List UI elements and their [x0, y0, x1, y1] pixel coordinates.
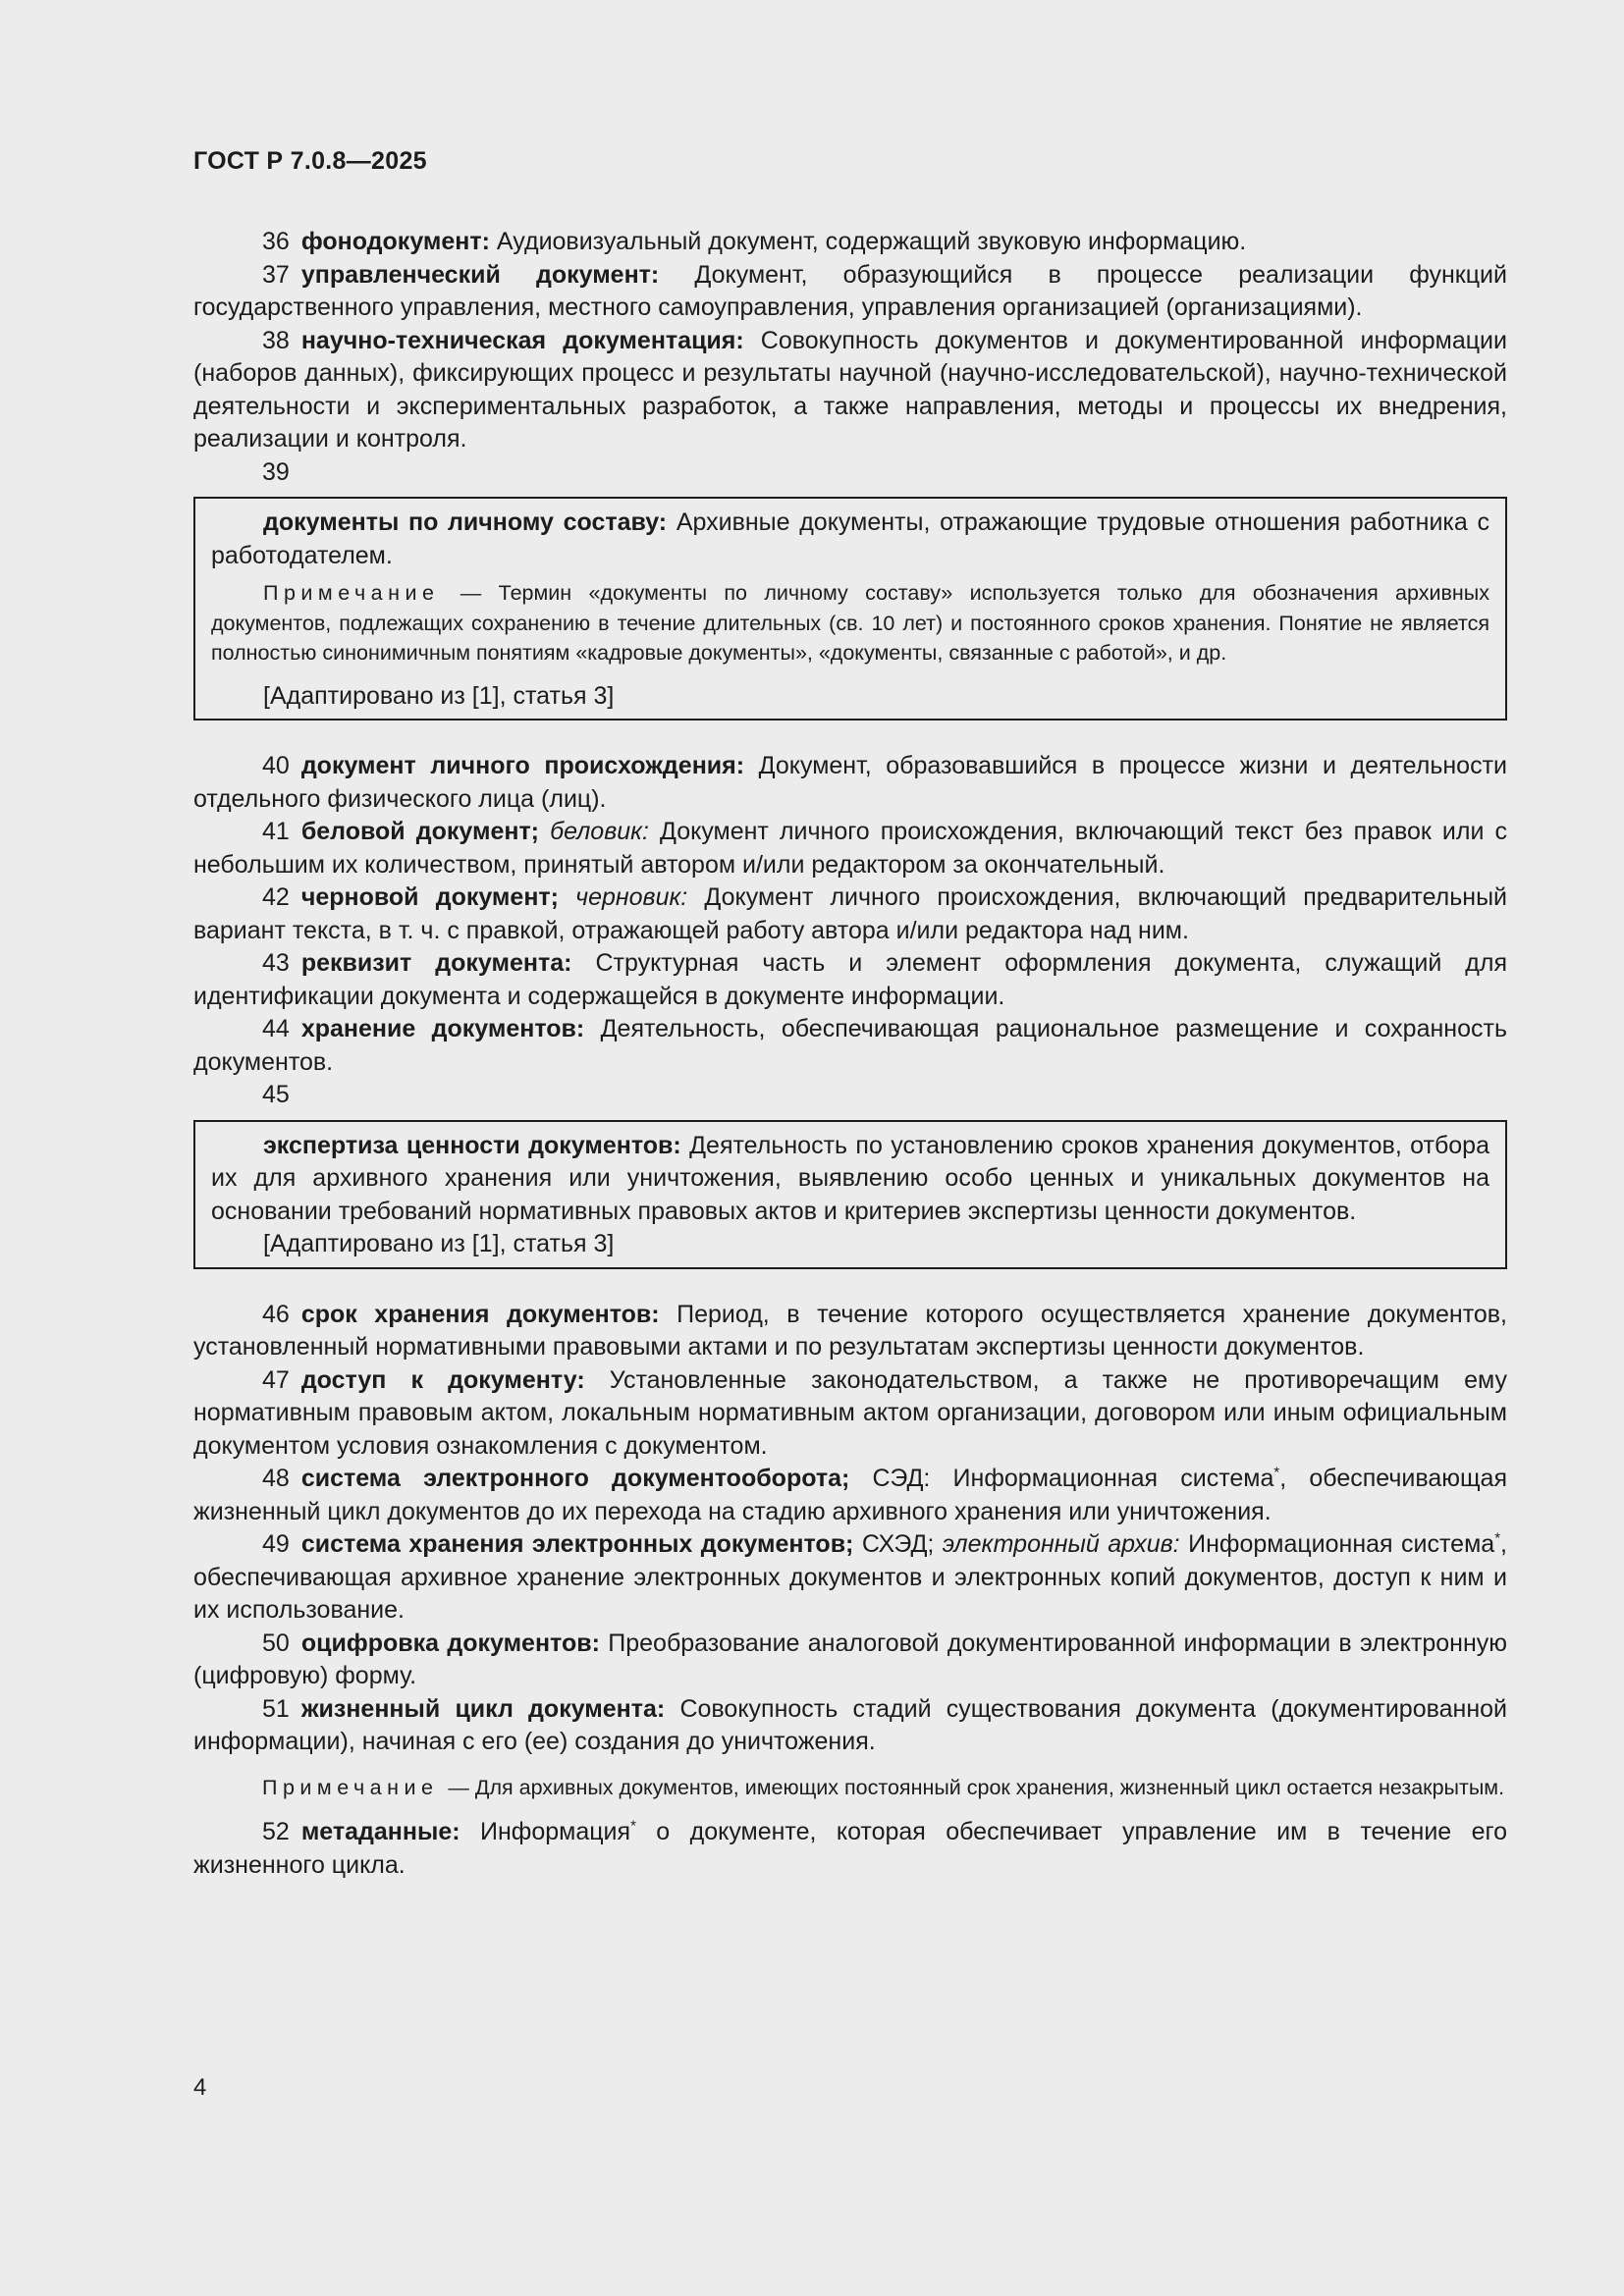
- term-definition: Архивные документы, отражающие трудовые отношения работника с работодателем.: [211, 508, 1489, 569]
- term-52: 52 метаданные: Информация* о документе, которая обеспечивает управление им в течение его жизненного цикла.: [193, 1817, 1507, 1879]
- term-name: система электронного документооборота;: [300, 1465, 850, 1492]
- term-definition: Установленные законодательством, а также не противоречащим ему нормативным правовым актом, локальным нормативным актом организации, договором или иным официальным документом условия ознакомления с документом.: [193, 1365, 1507, 1460]
- term-51-note: [193, 1773, 1507, 1803]
- document-body: [193, 226, 1507, 1882]
- term-synonym: черновик:: [559, 883, 688, 911]
- term-name: беловой документ;: [300, 818, 540, 845]
- term-name: фонодокумент:: [300, 228, 490, 255]
- term-definition: Деятельность, обеспечивающая рациональное размещение и сохранность документов.: [193, 1015, 1507, 1076]
- term-definition: Документ, образующийся в процессе реализации функций государственного управления, местного самоуправления, управления организацией (организациями).: [193, 260, 1507, 321]
- note-text: — Термин «документы по личному составу» используется только для обозначения архивных документов, подлежащих сохранению в течение длительных (св. 10 лет) и постоянного сроков хранения. Понятие не является полностью синонимичным понятиям «кадровые документы», «документы, связанные с работой», и др.: [211, 581, 1489, 665]
- term-synonym: электронный архив:: [942, 1530, 1180, 1558]
- term-48: 48 система электронного документооборота; СЭД: Информационная система*, обеспечивающая жизненный цикл документов до их перехода на стадию архивного хранения или уничтожения.: [193, 1464, 1507, 1525]
- term-definition: , обеспечивающая архивное хранение электронных документов и электронных копий документов, доступ к ним и их использование.: [193, 1530, 1507, 1624]
- term-name: система хранения электронных документов;: [300, 1530, 854, 1558]
- term-name: жизненный цикл документа:: [300, 1694, 666, 1723]
- term-name: реквизит документа:: [300, 949, 572, 977]
- page-number: 4: [193, 2074, 207, 2101]
- term-name: метаданные:: [300, 1818, 460, 1845]
- term-name: доступ к документу:: [300, 1365, 585, 1394]
- term-38: 38 научно-техническая документация: Совокупность документов и документированной информации (наборов данных), фиксирующих процесс и результаты научной (научно-исследовательской), научно-технической деятельности и экспериментальных разработок, а также направления, методы и процессы их внедрения, реализации и контроля.: [193, 326, 1507, 453]
- term-39-number: 39: [262, 457, 290, 486]
- term-definition: , обеспечивающая жизненный цикл документов до их перехода на стадию архивного хранения или уничтожения.: [193, 1465, 1507, 1525]
- term-47: 47 доступ к документу: Установленные законодательством, а также не противоречащим ему нормативным правовым актом, локальным нормативным актом организации, договором или иным официальным документом условия ознакомления с документом.: [193, 1365, 1507, 1460]
- term-39: [211, 507, 1489, 572]
- term-definition: Совокупность стадий существования документа (документированной информации), начиная с его (ее) создания до уничтожения.: [193, 1694, 1508, 1755]
- term-definition: Совокупность документов и документированной информации (наборов данных), фиксирующих процесс и результаты научной (научно-исследовательской), научно-технической деятельности и экспериментальных разработок, а также направления, методы и процессы их внедрения, реализации и контроля.: [193, 326, 1507, 453]
- term-45-box: [193, 1120, 1507, 1269]
- term-39-box: [193, 497, 1507, 721]
- footnote-mark: *: [1494, 1529, 1501, 1547]
- term-synonym: беловик:: [539, 818, 649, 845]
- term-name: оцифровка документов:: [300, 1629, 600, 1657]
- term-name: экспертиза ценности документов:: [263, 1131, 681, 1159]
- term-50: 50 оцифровка документов: Преобразование аналоговой документированной информации в электронную (цифровую) форму.: [193, 1629, 1507, 1689]
- term-39-source: [Адаптировано из [1], статья 3]: [263, 681, 615, 710]
- footnote-mark: *: [630, 1817, 636, 1835]
- term-51: 51 жизненный цикл документа: Совокупность стадий существования документа (документированной информации), начиная с его (ее) создания до уничтожения.: [193, 1694, 1508, 1755]
- term-definition-start: Информация: [460, 1818, 631, 1845]
- term-45-source: [Адаптировано из [1], статья 3]: [263, 1230, 615, 1257]
- term-definition: Документ личного происхождения, включающий текст без правок или с небольшим их количеством, принятый автором и/или редактором за окончательный.: [193, 818, 1507, 879]
- term-name: черновой документ;: [300, 883, 559, 911]
- term-name: документы по личному составу:: [263, 508, 668, 536]
- term-name: управленческий документ:: [300, 260, 660, 289]
- term-name: документ личного происхождения:: [300, 752, 745, 779]
- term-definition: Структурная часть и элемент оформления документа, служащий для идентификации документа и содержащейся в документе информации.: [193, 949, 1508, 1010]
- document-header: ГОСТ Р 7.0.8—2025: [193, 147, 427, 175]
- term-definition: Документ, образовавшийся в процессе жизни и деятельности отдельного физического лица (лиц).: [193, 752, 1507, 813]
- term-37: 37 управленческий документ: Документ, образующийся в процессе реализации функций государственного управления, местного самоуправления, управления организацией (организациями).: [193, 260, 1507, 321]
- note-label: Примечание: [263, 581, 440, 605]
- term-abbreviation: СЭД: Информационная система: [849, 1465, 1274, 1492]
- term-43: 43 реквизит документа: Структурная часть и элемент оформления документа, служащий для идентификации документа и содержащейся в документе информации.: [193, 949, 1508, 1010]
- term-39-note: [211, 578, 1489, 668]
- term-40: 40 документ личного происхождения: Документ, образовавшийся в процессе жизни и деятельности отдельного физического лица (лиц).: [193, 752, 1507, 813]
- term-definition: о документе, которая обеспечивает управление им в течение его жизненного цикла.: [193, 1818, 1507, 1879]
- term-definition: Деятельность по установлению сроков хранения документов, отбора их для архивного хранения или уничтожения, выявлению особо ценных и уникальных документов на основании требований нормативных правовых актов и критериев экспертизы ценности документов.: [211, 1131, 1489, 1225]
- term-definition: Преобразование аналоговой документированной информации в электронную (цифровую) форму.: [193, 1629, 1507, 1689]
- term-45: [211, 1130, 1489, 1229]
- term-abbreviation: СХЭД;: [853, 1530, 943, 1558]
- term-definition: Аудиовизуальный документ, содержащий звуковую информацию.: [489, 228, 1247, 255]
- term-name: срок хранения документов:: [300, 1300, 660, 1328]
- term-49: 49 система хранения электронных документов; СХЭД; электронный архив: Информационная система*, обеспечивающая архивное хранение электронных документов и электронных копий документов, доступ к ним и их использование.: [193, 1529, 1507, 1624]
- term-definition-start: Информационная система: [1179, 1530, 1495, 1558]
- footnote-mark: *: [1273, 1464, 1280, 1481]
- term-41: 41 беловой документ; беловик: Документ личного происхождения, включающий текст без правок или с небольшим их количеством, принятый автором и/или редактором за окончательный.: [193, 818, 1507, 879]
- term-name: хранение документов:: [300, 1015, 585, 1042]
- term-definition: Период, в течение которого осуществляется хранение документов, установленный нормативными правовыми актами и по результатам экспертизы ценности документов.: [193, 1300, 1507, 1361]
- term-definition: Документ личного происхождения, включающий предварительный вариант текста, в т. ч. с правкой, отражающей работу автора и/или редактора над ним.: [193, 883, 1507, 944]
- note-text: — Для архивных документов, имеющих постоянный срок хранения, жизненный цикл остается незакрытым.: [442, 1775, 1505, 1799]
- term-36: 36 фонодокумент: Аудиовизуальный документ, содержащий звуковую информацию.: [262, 228, 1247, 255]
- term-45-number: 45: [262, 1081, 290, 1108]
- term-name: научно-техническая документация:: [300, 326, 744, 354]
- term-42: 42 черновой документ; черновик: Документ личного происхождения, включающий предварительный вариант текста, в т. ч. с правкой, отражающей работу автора и/или редактора над ним.: [193, 883, 1507, 944]
- term-46: 46 срок хранения документов: Период, в течение которого осуществляется хранение документов, установленный нормативными правовыми актами и по результатам экспертизы ценности документов.: [193, 1300, 1507, 1361]
- note-label: Примечание: [262, 1775, 439, 1799]
- term-44: 44 хранение документов: Деятельность, обеспечивающая рациональное размещение и сохранность документов.: [193, 1015, 1507, 1076]
